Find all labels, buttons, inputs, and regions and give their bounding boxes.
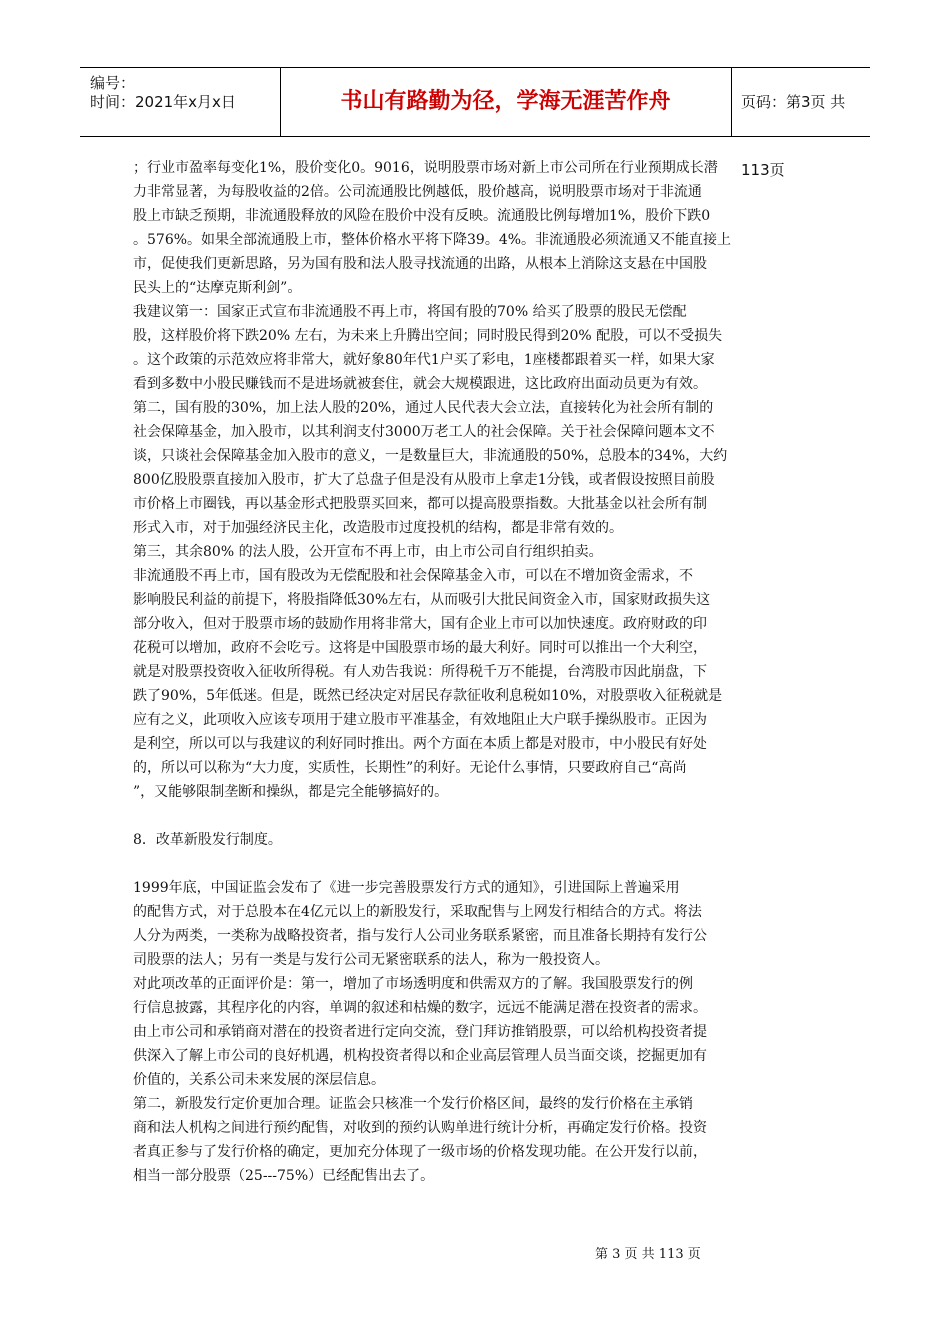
text-line: 的，所以可以称为“大力度，实质性，长期性”的利好。无论什么事情，只要政府自己“高尚 — [133, 760, 687, 776]
text-line: 行信息披露，其程序化的内容，单调的叙述和枯燥的数字，远远不能满足潜在投资者的需求。 — [133, 1000, 707, 1016]
blank-line — [133, 804, 823, 828]
text-line: 8．改革新股发行制度。 — [133, 832, 282, 848]
text-line: 谈，只谈社会保障基金加入股市的意义，一是数量巨大，非流通股的50%，总股本的34%，大约 — [133, 448, 728, 464]
text-line: ；行业市盈率每变化1%，股价变化0。9016，说明股票市场对新上市公司所在行业预期成长潜 — [133, 160, 718, 176]
text-line: 市，促使我们更新思路，另为国有股和法人股寻找流通的出路，从根本上消除这支悬在中国股 — [133, 256, 707, 272]
page-footer: 第 3 页 共 113 页 — [595, 1247, 701, 1262]
text-line: 是利空，所以可以与我建议的利好同时推出。两个方面在本质上都是对股市，中小股民有好处 — [133, 736, 707, 752]
text-line: 。576%。如果全部流通股上市，整体价格水平将下降39。4%。非流通股必须流通又不能直接上 — [133, 232, 732, 248]
text-line: 相当一部分股票（25---75%）已经配售出去了。 — [133, 1168, 435, 1184]
text-line: 第二，国有股的30%，加上法人股的20%，通过人民代表大会立法，直接转化为社会所有制的 — [133, 400, 714, 416]
text-line: 司股票的法人；另有一类是与发行公司无紧密联系的法人，称为一般投资人。 — [133, 952, 609, 968]
text-line: 人分为两类，一类称为战略投资者，指与发行人公司业务联系紧密，而且准备长期持有发行公 — [133, 928, 707, 944]
header-meta — [80, 68, 281, 136]
text-line: 对此项改革的正面评价是：第一，增加了市场透明度和供需双方的了解。我国股票发行的例 — [133, 976, 693, 992]
text-line: 由上市公司和承销商对潜在的投资者进行定向交流，登门拜访推销股票，可以给机构投资者提 — [133, 1024, 707, 1040]
header-motto: 书山有路勤为径，学海无涯苦作舟 — [280, 68, 732, 136]
doc-date: 时间：2021年x月x日 — [90, 93, 236, 111]
text-line: 者真正参与了发行价格的确定，更加充分体现了一级市场的价格发现功能。在公开发行以前， — [133, 1144, 707, 1160]
text-line: 非流通股不再上市，国有股改为无偿配股和社会保障基金入市，可以在不增加资金需求，不 — [133, 568, 693, 584]
text-line: ”，又能够限制垄断和操纵，都是完全能够搞好的。 — [133, 784, 449, 800]
text-line: 就是对股票投资收入征收所得税。有人劝告我说：所得税千万不能提，台湾股市因此崩盘，下 — [133, 664, 707, 680]
text-line: 800亿股股票直接加入股市，扩大了总盘子但是没有从股市上拿走1分钱，或者假设按照目前股 — [133, 472, 715, 488]
text-line: 供深入了解上市公司的良好机遇，机构投资者得以和企业高层管理人员当面交谈，挖掘更加有 — [133, 1048, 707, 1064]
text-line: 的配售方式，对于总股本在4亿元以上的新股发行，采取配售与上网发行相结合的方式。将法 — [133, 904, 702, 920]
text-line: 部分收入，但对于股票市场的鼓励作用将非常大，国有企业上市可以加快速度。政府财政的印 — [133, 616, 707, 632]
text-line: 看到多数中小股民赚钱而不是进场就被套住，就会大规模跟进，这比政府出面动员更为有效。 — [133, 376, 707, 392]
text-line: 力非常显著，为每股收益的2倍。公司流通股比例越低，股价越高，说明股票市场对于非流通 — [133, 184, 702, 200]
text-line: 商和法人机构之间进行预约配售，对收到的预约认购单进行统计分析，再确定发行价格。投资 — [133, 1120, 707, 1136]
text-line: 花税可以增加，政府不会吃亏。这将是中国股票市场的最大利好。同时可以推出一个大利空， — [133, 640, 707, 656]
text-line: 第二，新股发行定价更加合理。证监会只核准一个发行价格区间，最终的发行价格在主承销 — [133, 1096, 693, 1112]
text-line: 我建议第一：国家正式宣布非流通股不再上市，将国有股的70% 给买了股票的股民无偿配 — [133, 304, 687, 320]
text-line: 股上市缺乏预期，非流通股释放的风险在股价中没有反映。流通股比例每增加1%，股价下跌0 — [133, 208, 711, 224]
text-line: 价值的，关系公司未来发展的深层信息。 — [133, 1072, 385, 1088]
text-line: 股，这样股价将下跌20% 左右，为未来上升腾出空间；同时股民得到20% 配股，可以不受损失 — [133, 328, 723, 344]
doc-number-label: 编号： — [90, 74, 136, 92]
text-line: 1999年底，中国证监会发布了《进一步完善股票发行方式的通知》，引进国际上普遍采用 — [133, 880, 680, 896]
text-line: 市价格上市圈钱，再以基金形式把股票买回来，都可以提高股票指数。大批基金以社会所有制 — [133, 496, 707, 512]
header-page-info: 页码：第3页 共113页 — [741, 93, 846, 179]
text-line: 跌了90%，5年低迷。但是，既然已经决定对居民存款征收利息税如10%，对股票收入征税就是 — [133, 688, 723, 704]
text-line: 应有之义，此项收入应该专项用于建立股市平准基金，有效地阻止大户联手操纵股市。正因为 — [133, 712, 707, 728]
text-line: 形式入市，对于加强经济民主化，改造股市过度投机的结构，都是非常有效的。 — [133, 520, 623, 536]
text-line: 影响股民利益的前提下，将股指降低30%左右，从而吸引大批民间资金入市，国家财政损失这 — [133, 592, 711, 608]
blank-line — [133, 852, 823, 876]
text-line: 。这个政策的示范效应将非常大，就好象80年代1户买了彩电，1座楼都跟着买一样，如果大家 — [133, 352, 715, 368]
text-line: 民头上的“达摩克斯利剑”。 — [133, 280, 302, 296]
document-body — [133, 156, 823, 1188]
text-line: 社会保障基金，加入股市，以其利润支付3000万老工人的社会保障。关于社会保障问题本文不 — [133, 424, 715, 440]
text-line: 第三，其余80% 的法人股，公开宣布不再上市，由上市公司自行组织拍卖。 — [133, 544, 603, 560]
